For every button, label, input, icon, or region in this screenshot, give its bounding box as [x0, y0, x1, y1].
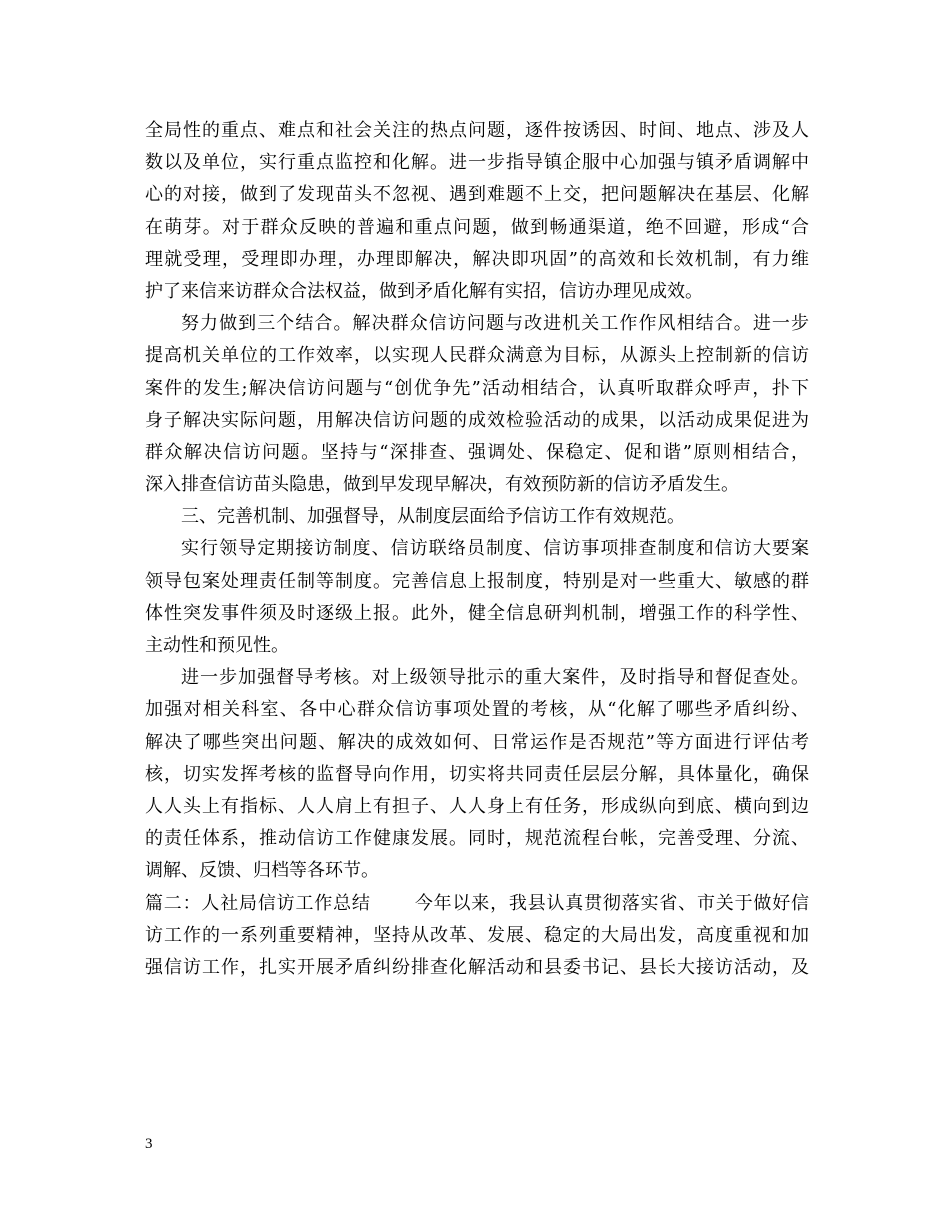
text-line: 领导包案处理责任制等制度。完善信息上报制度，特别是对一些重大、敏感的群 [145, 570, 809, 592]
text-line: 三、完善机制、加强督导，从制度层面给予信访工作有效规范。 [181, 506, 685, 528]
document-body [145, 115, 809, 984]
text-line: 理就受理，受理即办理，办理即解决，解决即巩固”的高效和长效机制，有力维 [145, 248, 809, 270]
text-line: 强信访工作，扎实开展矛盾纠纷排查化解活动和县委书记、县长大接访活动，及 [145, 956, 809, 978]
text-line: 护了来信来访群众合法权益，做到矛盾化解有实招，信访办理见成效。 [145, 280, 703, 302]
text-line: 调解、反馈、归档等各环节。 [145, 860, 379, 882]
text-line: 核，切实发挥考核的监督导向作用，切实将共同责任层层分解，具体量化，确保 [145, 763, 809, 785]
text-line: 实行领导定期接访制度、信访联络员制度、信访事项排查制度和信访大要案 [181, 538, 809, 560]
text-line: 主动性和预见性。 [145, 635, 289, 656]
text-line: 提高机关单位的工作效率，以实现人民群众满意为目标，从源头上控制新的信访 [145, 345, 809, 367]
text-line: 身子解决实际问题，用解决信访问题的成效检验活动的成果，以活动成果促进为 [145, 409, 809, 431]
text-line: 的责任体系，推动信访工作健康发展。同时，规范流程台帐，完善受理、分流、 [145, 828, 809, 850]
text-line: 全局性的重点、难点和社会关注的热点问题，逐件按诱因、时间、地点、涉及人 [145, 120, 809, 141]
page-number: 3 [145, 1136, 153, 1152]
text-line: 深入排查信访苗头隐患，做到早发现早解决，有效预防新的信访矛盾发生。 [145, 474, 739, 496]
text-line: 案件的发生;解决信访问题与“创优争先”活动相结合，认真听取群众呼声，扑下 [145, 377, 809, 399]
text-line: 加强对相关科室、各中心群众信访事项处置的考核，从“化解了哪些矛盾纠纷、 [145, 699, 809, 721]
text-line: 访工作的一系列重要精神，坚持从改革、发展、稳定的大局出发，高度重视和加 [145, 924, 809, 946]
text-line: 解决了哪些突出问题、解决的成效如何、日常运作是否规范”等方面进行评估考 [145, 731, 809, 753]
text-line: 体性突发事件须及时逐级上报。此外，健全信息研判机制，增强工作的科学性、 [145, 602, 809, 624]
text-line: 人人头上有指标、人人肩上有担子、人人身上有任务，形成纵向到底、横向到边 [145, 795, 809, 817]
text-line: 进一步加强督导考核。对上级领导批示的重大案件，及时指导和督促查处。 [181, 667, 809, 689]
text-line: 努力做到三个结合。解决群众信访问题与改进机关工作作风相结合。进一步 [181, 313, 809, 335]
text-line: 群众解决信访问题。坚持与“深排查、强调处、保稳定、促和谐”原则相结合， [145, 441, 809, 463]
text-line: 在萌芽。对于群众反映的普遍和重点问题，做到畅通渠道，绝不回避，形成“合 [145, 216, 809, 238]
text-line: 数以及单位，实行重点监控和化解。进一步指导镇企服中心加强与镇矛盾调解中 [145, 152, 809, 174]
text-line: 篇二：人社局信访工作总结 今年以来，我县认真贯彻落实省、市关于做好信 [145, 892, 809, 914]
text-line: 心的对接，做到了发现苗头不忽视、遇到难题不上交，把问题解决在基层、化解 [145, 184, 809, 206]
